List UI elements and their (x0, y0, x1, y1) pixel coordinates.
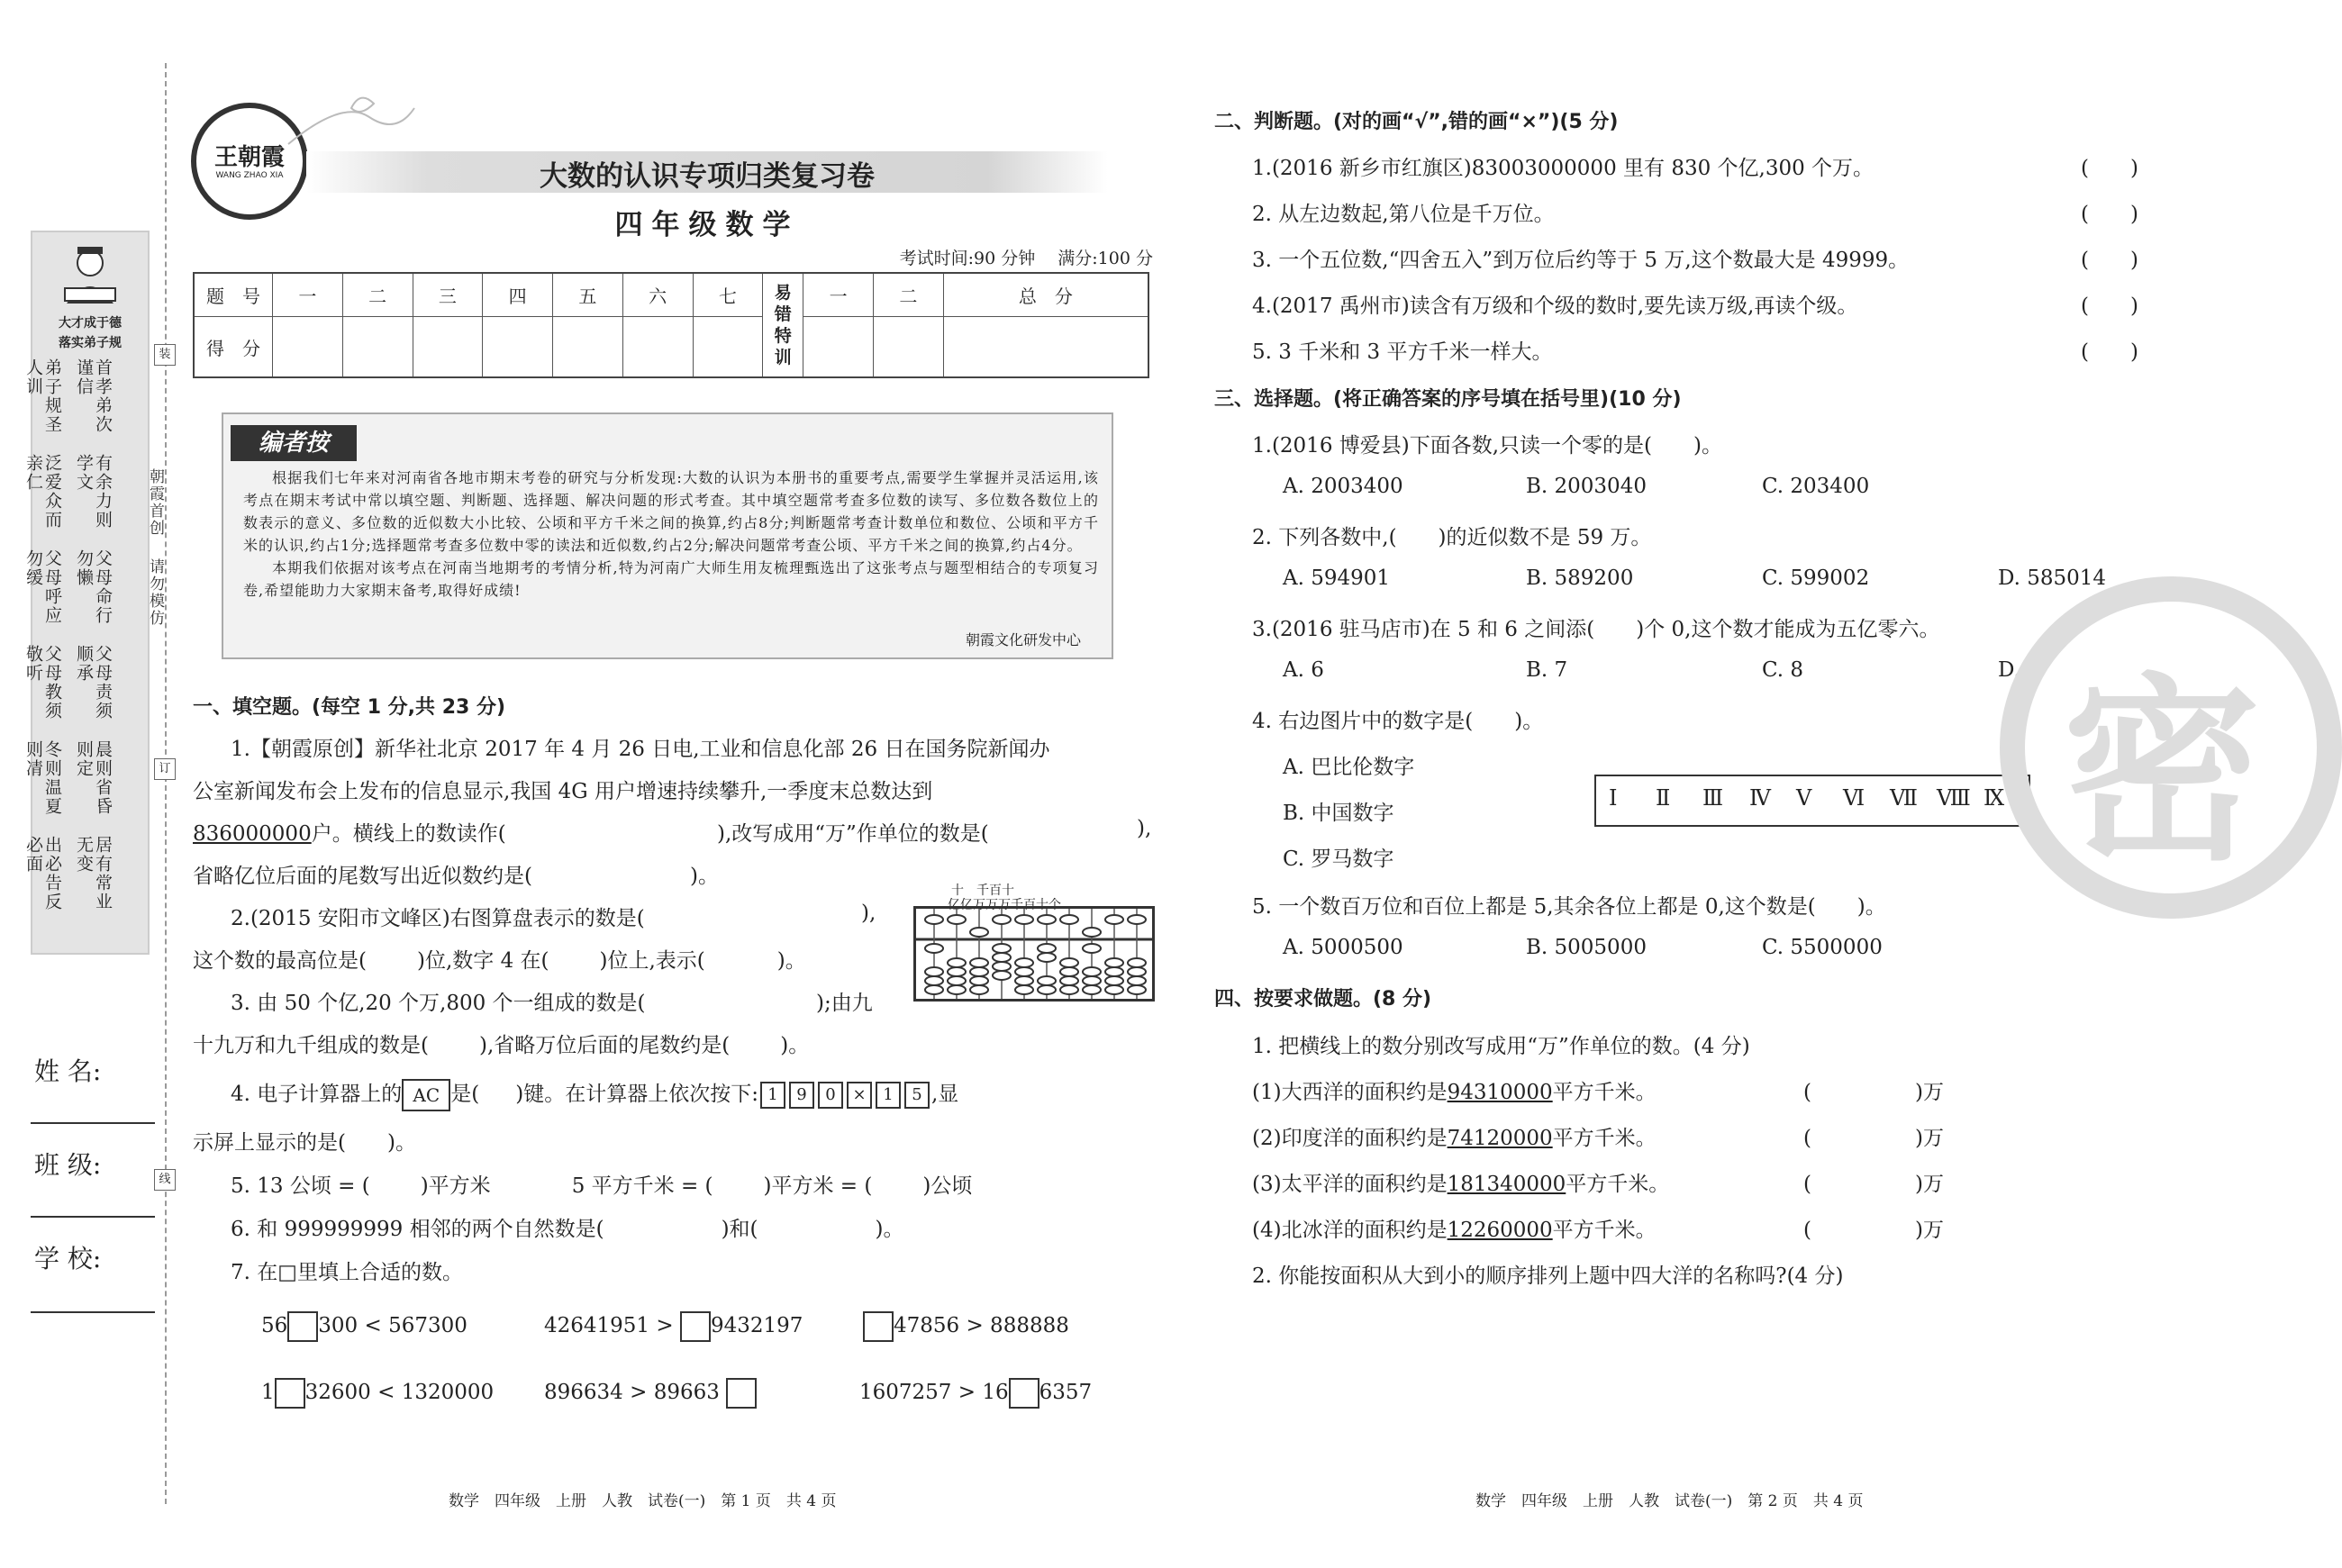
cmp-pre: 56 (261, 1314, 288, 1337)
choice-q3-opt-c: C. 8 (1762, 658, 1804, 682)
sidebar-column-text: 父母呼应勿缓 (23, 549, 62, 625)
cmp-post: 32600 < 1320000 (304, 1381, 495, 1404)
q2-text-b[interactable]: )位,数字 4 在( (416, 949, 549, 973)
choice-q1-opt-c: C. 203400 (1762, 475, 1870, 498)
calc-key: × (847, 1082, 872, 1109)
cmp-item-6 (859, 1378, 1092, 1409)
judge-answer-paren[interactable]: ( ) (2081, 249, 2138, 272)
roman-numeral: Ⅴ (1796, 785, 1812, 811)
q1-underlined-number: 836000000 (193, 822, 312, 846)
name-label: 姓 名: (34, 1056, 102, 1086)
sidebar-column-text: 居有常业无变 (74, 836, 113, 911)
editor-note-signature: 朝霞文化研发中心 (965, 631, 1081, 648)
q6-b[interactable]: )和( (721, 1218, 758, 1241)
q5-e: )公顷 (922, 1174, 973, 1198)
q2-text-a[interactable]: 这个数的最高位是( (193, 949, 367, 973)
ocean-row-4 (1252, 1213, 1657, 1243)
sidebar-column-text: 父母教须敬听 (23, 645, 62, 721)
ocean-row-3 (1252, 1167, 1669, 1197)
abacus-labels-top: 十 千百十 (951, 884, 1014, 898)
sidebar-motto-panel (23, 231, 150, 955)
row-label-score: 得 分 (194, 317, 273, 377)
sidebar-motto-1: 大才成于德 (59, 316, 122, 331)
q5-b: )平方米 (420, 1174, 491, 1198)
exam-info (811, 245, 1153, 269)
score-col-header: 三 (413, 273, 483, 317)
binding-mark-1: 装 (154, 344, 176, 366)
sidebar-column-text: 弟子规圣人训 (23, 358, 62, 434)
class-field-line[interactable] (31, 1216, 155, 1218)
score-cell[interactable] (483, 317, 553, 377)
q4-line-1 (231, 1077, 958, 1111)
ocean-pre: (3)太平洋的面积约是 (1252, 1173, 1448, 1196)
ocean-number: 181340000 (1447, 1173, 1566, 1196)
q3-text-b[interactable]: ),省略万位后面的尾数约是( (478, 1034, 731, 1057)
ocean-post: 平方千米。 (1552, 1081, 1657, 1104)
sidebar-column-text: 晨则省昏则定 (74, 740, 113, 816)
judge-item-3: 3. 一个五位数,“四舍五入”到万位后约等于 5 万,这个数最大是 49999。 (1252, 249, 1910, 272)
q4-text-a: 4. 电子计算器上的 (231, 1083, 403, 1106)
q5-d[interactable]: )平方米 = ( (763, 1174, 873, 1198)
q4-text-c: )键。在计算器上依次按下: (515, 1083, 758, 1106)
abacus-figure (913, 906, 1155, 1002)
calc-key: 5 (904, 1082, 930, 1109)
abacus-beads-icon (916, 909, 1152, 999)
ocean-post: 平方千米。 (1566, 1173, 1670, 1196)
judge-answer-paren[interactable]: ( ) (2081, 340, 2138, 364)
ocean-row-1 (1252, 1075, 1657, 1105)
ocean-post: 平方千米。 (1552, 1219, 1657, 1242)
sidebar-column-text: 有余力则学文 (74, 454, 113, 530)
logo-subtext: WANG ZHAO XIA (215, 171, 284, 180)
calc-key: 1 (876, 1082, 901, 1109)
cmp-post: 9432197 (710, 1314, 803, 1337)
cmp-item-4 (261, 1378, 494, 1409)
cmp-item-3 (863, 1311, 1069, 1342)
score-col-header: 一 (803, 273, 874, 317)
judge-answer-paren[interactable]: ( ) (2081, 157, 2138, 180)
score-cell[interactable] (622, 317, 693, 377)
ocean-answer[interactable]: ( )万 (1803, 1173, 1944, 1196)
choice-q5-opt-b: B. 5005000 (1526, 936, 1647, 959)
q3-line-2 (193, 1029, 809, 1058)
score-col-header: 四 (483, 273, 553, 317)
score-cell[interactable] (273, 317, 343, 377)
answer-box[interactable] (726, 1378, 757, 1409)
editor-note-paragraph-2: 本期我们依据对该考点在河南当地期考的考情分析,特为河南广大师生用友梳理甄选出了这张考点与题型相结合的专项复习卷,希望能助力大家期末备考,取得好成绩! (243, 559, 1099, 599)
roman-numeral: Ⅳ (1749, 785, 1771, 811)
roman-numeral: Ⅱ (1656, 785, 1671, 811)
cmp-pre: 1607257 > 16 (859, 1381, 1009, 1404)
sidebar-column-text: 冬则温夏则凊 (23, 740, 62, 816)
q2-line-1-close: ), (861, 902, 876, 925)
score-cell[interactable] (874, 317, 944, 377)
q1-line-1: 1.【朝霞原创】新华社北京 2017 年 4 月 26 日电,工业和信息化部 26 日在国务院新闻办 (231, 738, 1050, 761)
q1-text: 户。横线上的数读作( (311, 822, 506, 846)
name-field-line[interactable] (31, 1122, 155, 1124)
fold-note-no-copy: 请勿模仿 (146, 558, 164, 627)
choice-q2-opt-d: D. 585014 (1998, 566, 2107, 590)
q6-c: )。 (875, 1218, 904, 1241)
choice-q2-opt-b: B. 589200 (1526, 566, 1634, 590)
q2-line-2 (193, 944, 806, 974)
cmp-item-2 (544, 1311, 803, 1342)
answer-box[interactable] (1009, 1378, 1039, 1409)
score-col-header: 二 (342, 273, 413, 317)
ocean-post: 平方千米。 (1552, 1127, 1657, 1150)
roman-numeral: Ⅲ (1702, 785, 1724, 811)
q4-l2-a[interactable]: 示屏上显示的是( (193, 1131, 346, 1155)
cmp-post: 6357 (1039, 1381, 1093, 1404)
section-1-title: 一、填空题。(每空 1 分,共 23 分) (193, 696, 506, 719)
score-cell[interactable] (413, 317, 483, 377)
roman-numeral: Ⅵ (1843, 785, 1865, 811)
task-q1: 1. 把横线上的数分别改写成用“万”作单位的数。(4 分) (1252, 1035, 1750, 1058)
calc-key: 1 (760, 1082, 785, 1109)
score-cell-total[interactable] (943, 317, 1148, 377)
choice-q1-opt-b: B. 2003040 (1526, 475, 1647, 498)
q1-line-4[interactable]: 省略亿位后面的尾数写出近似数约是( (193, 865, 532, 888)
calc-key: 9 (789, 1082, 814, 1109)
q6-line (231, 1212, 904, 1242)
roman-numerals-box (1594, 775, 2030, 827)
q3-line-1-b: );由九 (816, 992, 873, 1015)
choice-q5[interactable]: 5. 一个数百万位和百位上都是 5,其余各位上都是 0,这个数是( )。 (1252, 895, 1886, 919)
q7-line: 7. 在□里填上合适的数。 (231, 1261, 463, 1284)
answer-box[interactable] (275, 1378, 305, 1409)
ocean-pre: (2)印度洋的面积约是 (1252, 1127, 1448, 1150)
q5-a[interactable]: 5. 13 公顷 = ( (231, 1174, 370, 1198)
calculator-ac-key: AC (402, 1079, 450, 1111)
choice-q4-opt-a: A. 巴比伦数字 (1283, 756, 1415, 779)
score-cell[interactable] (803, 317, 874, 377)
score-col-header: 六 (622, 273, 693, 317)
class-label: 班 级: (34, 1150, 102, 1180)
score-table (193, 272, 1149, 378)
cmp-item-1 (261, 1311, 467, 1342)
score-col-header-total: 总 分 (943, 273, 1148, 317)
special-training-label: 易错特训 (763, 273, 803, 377)
judge-item-1: 1.(2016 新乡市红旗区)83003000000 里有 830 个亿,300 个万。 (1252, 157, 1875, 180)
q2-text-c[interactable]: )位上,表示( (599, 949, 705, 973)
q2-text-d: )。 (776, 949, 806, 973)
editor-note-tag: 编者按 (231, 425, 357, 461)
q5-line (231, 1169, 972, 1199)
q4-text-b[interactable]: 是( (450, 1083, 480, 1106)
ocean-answer[interactable]: ( )万 (1803, 1127, 1944, 1150)
ocean-number: 74120000 (1447, 1127, 1553, 1150)
page-subtitle: 四年级数学 (614, 209, 800, 241)
cmp-pre: 1 (261, 1381, 275, 1404)
ocean-answer[interactable]: ( )万 (1803, 1219, 1944, 1242)
choice-q1-opt-a: A. 2003400 (1283, 475, 1403, 498)
choice-q3-opt-b: B. 7 (1526, 658, 1568, 682)
judge-item-2: 2. 从左边数起,第八位是千万位。 (1252, 203, 1555, 226)
judge-answer-paren[interactable]: ( ) (2081, 295, 2138, 318)
roman-numeral: Ⅸ (1983, 785, 2005, 811)
editor-note-paragraph-1: 根据我们七年来对河南省各地市期末考卷的研究与分析发现:大数的认识为本册书的重要考点,需要学生掌握并灵活运用,该考点在期末考试中常以填空题、判断题、选择题、解决问题的形式考查。其中填空题常考查多位数的读写、多位数各数位上的数表示的意义、多位数的近似数大小比较、公顷和平方千米之间的换算,约占8分;判断题常考查计数单位和数位、公顷和平方千米的认识,约占1分;选择题常考查多位数中零的读法和近似数,约占2分;解决问题常考查公顷、平方千米之间的换算,约占4分。 (243, 469, 1099, 554)
score-cell[interactable] (342, 317, 413, 377)
roman-numeral: Ⅷ (1937, 785, 1971, 811)
judge-answer-paren[interactable]: ( ) (2081, 203, 2138, 226)
confidential-stamp-char: 密 (2063, 654, 2262, 887)
q3-text-c: )。 (780, 1034, 810, 1057)
ocean-number: 12260000 (1447, 1219, 1553, 1242)
fold-note-original: 朝霞首创 (146, 468, 164, 537)
choice-q3[interactable]: 3.(2016 驻马店市)在 5 和 6 之间添( )个 0,这个数才能成为五亿零六。 (1252, 618, 1940, 641)
answer-box[interactable] (680, 1311, 711, 1342)
sidebar-column-text: 首孝弟次谨信 (74, 358, 113, 434)
choice-q5-opt-a: A. 5000500 (1283, 936, 1403, 959)
roman-numeral: Ⅶ (1890, 785, 1918, 811)
choice-q4[interactable]: 4. 右边图片中的数字是( )。 (1252, 710, 1544, 733)
sidebar-column-text: 父母命行勿懒 (74, 549, 113, 625)
choice-q3-opt-d: D. 9 (1998, 658, 2040, 682)
q4-line-2 (193, 1126, 416, 1156)
abacus-labels-bottom: 亿亿万万万千百十个 (948, 898, 1061, 912)
school-field-line[interactable] (31, 1311, 155, 1313)
choice-q1[interactable]: 1.(2016 博爱县)下面各数,只读一个零的是( )。 (1252, 434, 1722, 458)
binding-mark-3: 线 (154, 1169, 176, 1191)
section-4-title: 四、按要求做题。(8 分) (1214, 988, 1432, 1011)
footer-left: 数学 四年级 上册 人教 试卷(一) 第 1 页 共 4 页 (449, 1492, 837, 1510)
score-col-header: 七 (693, 273, 763, 317)
sidebar-column-text: 出必告反必面 (23, 836, 62, 911)
footer-right: 数学 四年级 上册 人教 试卷(一) 第 2 页 共 4 页 (1475, 1492, 1864, 1510)
cmp-post: 300 < 567300 (318, 1314, 467, 1337)
roman-numeral: Ⅰ (1609, 785, 1618, 811)
editor-note-text (243, 467, 1099, 602)
choice-q2[interactable]: 2. 下列各数中,( )的近似数不是 59 万。 (1252, 526, 1652, 549)
ocean-pre: (1)大西洋的面积约是 (1252, 1081, 1448, 1104)
q5-c[interactable]: 5 平方千米 = ( (571, 1174, 713, 1198)
section-2-title: 二、判断题。(对的画“√”,错的画“×”)(5 分) (1214, 111, 1619, 133)
binding-mark-2: 订 (154, 758, 176, 780)
q4-text-d: ,显 (930, 1083, 959, 1106)
sidebar-column-text: 父母责须顺承 (74, 645, 113, 721)
full-score: 满分:100 分 (1058, 249, 1153, 268)
row-label-question-no: 题 号 (194, 273, 273, 317)
q3-text-a[interactable]: 十九万和九千组成的数是( (193, 1034, 429, 1057)
q1-blank-2[interactable]: ),改写成用“万”作单位的数是( (717, 822, 989, 846)
page-title: 大数的认识专项归类复习卷 (540, 160, 875, 193)
ocean-pre: (4)北冰洋的面积约是 (1252, 1219, 1448, 1242)
q6-a[interactable]: 6. 和 999999999 相邻的两个自然数是( (231, 1218, 604, 1241)
q4-l2-b: )。 (386, 1131, 416, 1155)
answer-box[interactable] (863, 1311, 894, 1342)
ocean-answer[interactable]: ( )万 (1803, 1081, 1944, 1104)
fold-dashed-line (165, 63, 167, 1504)
choice-q5-opt-c: C. 5500000 (1762, 936, 1883, 959)
judge-item-5: 5. 3 千米和 3 平方千米一样大。 (1252, 340, 1553, 364)
q1-line-3 (193, 817, 506, 847)
q1-line-4-close: )。 (690, 865, 719, 888)
cmp-item-5 (544, 1378, 757, 1409)
task-q2: 2. 你能按面积从大到小的顺序排列上题中四大洋的名称吗?(4 分) (1252, 1264, 1844, 1288)
scholar-figure-icon (59, 241, 121, 304)
logo-text: 王朝霞 (213, 144, 285, 171)
score-col-header: 二 (874, 273, 944, 317)
cmp-pre: 896634 > 89663 (544, 1381, 720, 1404)
calc-key: 0 (818, 1082, 843, 1109)
q3-line-1[interactable]: 3. 由 50 个亿,20 个万,800 个一组成的数是( (231, 992, 646, 1015)
exam-time: 考试时间:90 分钟 (899, 249, 1036, 268)
school-label: 学 校: (34, 1244, 102, 1273)
sidebar-column-text: 泛爱众而亲仁 (23, 454, 62, 530)
ocean-row-2 (1252, 1121, 1657, 1151)
q1-line-2: 公室新闻发布会上发布的信息显示,我国 4G 用户增速持续攀升,一季度末总数达到 (193, 780, 933, 803)
choice-q2-opt-a: A. 594901 (1283, 566, 1391, 590)
score-cell[interactable] (693, 317, 763, 377)
score-col-header: 五 (553, 273, 623, 317)
choice-q2-opt-c: C. 599002 (1762, 566, 1870, 590)
ocean-number: 94310000 (1447, 1081, 1553, 1104)
cmp-post: 47856 > 888888 (894, 1314, 1069, 1337)
choice-q4-opt-b: B. 中国数字 (1283, 802, 1394, 825)
judge-item-4: 4.(2017 禹州市)读含有万级和个级的数时,要先读万级,再读个级。 (1252, 295, 1858, 318)
answer-box[interactable] (287, 1311, 318, 1342)
q1-blank-2-close: ), (1137, 817, 1152, 840)
sidebar-motto-2: 落实弟子规 (59, 336, 122, 350)
choice-q4-opt-c: C. 罗马数字 (1283, 847, 1394, 871)
section-3-title: 三、选择题。(将正确答案的序号填在括号里)(10 分) (1214, 388, 1682, 411)
cmp-pre: 42641951 > (544, 1314, 674, 1337)
score-cell[interactable] (553, 317, 623, 377)
q2-line-1[interactable]: 2.(2015 安阳市文峰区)右图算盘表示的数是( (231, 907, 645, 930)
sidebar-text-columns (23, 358, 142, 935)
choice-q3-opt-a: A. 6 (1283, 658, 1324, 682)
score-col-header: 一 (273, 273, 343, 317)
